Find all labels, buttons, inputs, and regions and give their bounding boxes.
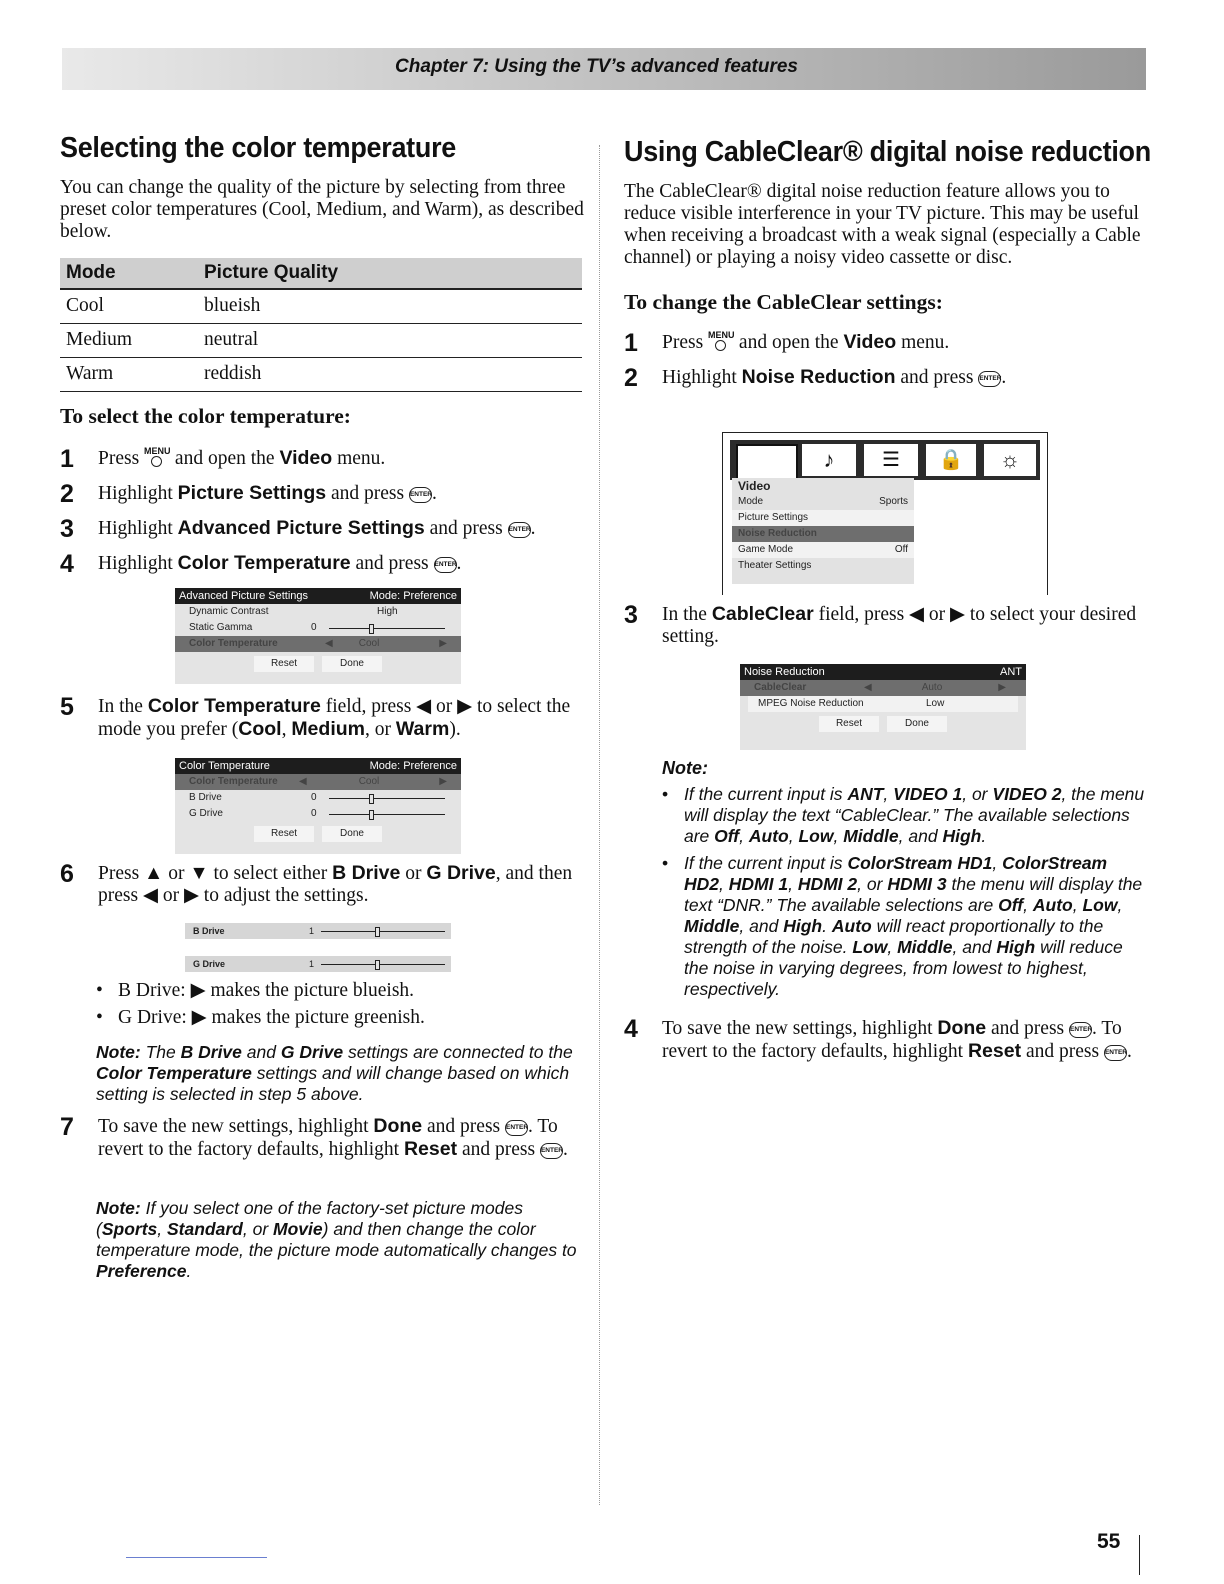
step-4 [624, 1017, 1144, 1063]
screen-row: B Drive 0 [175, 790, 461, 806]
table-row [60, 324, 582, 358]
step-text: Highlight Color Temperature and press ENTER. [98, 552, 462, 574]
step-number: 7 [60, 1113, 74, 1141]
reset-button[interactable]: Reset [819, 716, 879, 732]
enter-key-icon: ENTER [434, 557, 457, 573]
table-header-quality: Picture Quality [198, 258, 582, 289]
table-row [60, 289, 582, 324]
menu-item[interactable]: Picture Settings [732, 510, 914, 526]
enter-key-icon: ENTER [508, 522, 531, 538]
screen-buttons [740, 712, 1026, 735]
enter-key-icon: ENTER [505, 1120, 528, 1136]
step-text: Press ▲ or ▼ to select either B Drive or G Drive, and then press ◀ or ▶ to adjust the settings. [98, 862, 573, 906]
video-tab-icon[interactable] [736, 444, 798, 480]
step-text: In the Color Temperature field, press ◀ or ▶ to select the mode you prefer (Cool, Medium, or Warm). [98, 695, 571, 740]
screen-buttons [175, 822, 461, 845]
note-picture-modes: Note: If you select one of the factory-set picture modes (Sports, Standard, or Movie) and then change the color temperature mode, the picture mode automatically changes to Preference. [96, 1198, 577, 1281]
enter-key-icon: ENTER [978, 371, 1001, 387]
right-column [624, 128, 1151, 392]
chapter-header-bar [62, 48, 1146, 90]
step-2 [624, 366, 1144, 390]
list-item: • G Drive: ▶ makes the picture greenish. [96, 1007, 425, 1028]
lock-tab-icon[interactable]: 🔒 [926, 444, 976, 476]
screen-buttons [175, 652, 461, 675]
note-cableclear [662, 758, 1146, 1000]
advanced-picture-settings-screen [175, 588, 461, 684]
screen-row: Static Gamma 0 [175, 620, 461, 636]
screen-titlebar: Advanced Picture Settings Mode: Preference [175, 588, 461, 604]
step-text: In the CableClear field, press ◀ or ▶ to select your desired setting. [662, 603, 1137, 647]
preferences-tab-icon[interactable]: ☼ [984, 444, 1036, 476]
cableclear-intro: The CableClear® digital noise reduction feature allows you to reduce visible interference in your TV picture. This may be useful when receiving a broadcast with a weak signal (especially a Cable channel) or playing a noisy video cassette or disc. [624, 181, 1141, 268]
done-button[interactable]: Done [322, 826, 382, 842]
step-number: 5 [60, 693, 74, 721]
step-number: 3 [60, 515, 74, 543]
section-title-color-temperature: Selecting the color temperature [60, 132, 457, 164]
step-text: To save the new settings, highlight Done and press ENTER. To revert to the factory defaults, highlight Reset and press ENTER. [662, 1017, 1132, 1062]
table-cell: Warm [60, 358, 198, 392]
step-number: 4 [624, 1015, 638, 1043]
steps-list [60, 447, 584, 576]
step-number: 6 [60, 860, 74, 888]
table-cell: Cool [60, 289, 198, 324]
menu-key-icon: MENU [708, 331, 732, 349]
done-button[interactable]: Done [887, 716, 947, 732]
step-5 [60, 695, 584, 741]
screen-row-highlighted: CableClear ◀ Auto ▶ [740, 680, 1026, 696]
page-edge-mark [1139, 1535, 1140, 1575]
enter-key-icon: ENTER [1104, 1045, 1127, 1061]
setup-tab-icon[interactable]: ☰ [864, 444, 918, 476]
enter-key-icon: ENTER [1069, 1022, 1092, 1038]
table-cell: neutral [198, 324, 582, 358]
menu-item[interactable]: Mode Sports [738, 496, 908, 507]
menu-title: Video [738, 479, 771, 493]
step-1 [60, 447, 584, 471]
screen-titlebar: Color Temperature Mode: Preference [175, 758, 461, 774]
screen-row-highlighted: Color Temperature ◀ Cool ▶ [175, 774, 461, 790]
step-4 [60, 552, 584, 576]
step-6 [60, 862, 584, 907]
screen-row: G Drive 1 [193, 959, 315, 969]
menu-icon-bar [730, 440, 1040, 480]
intro-paragraph: You can change the quality of the picture by selecting from three preset color temperatures (Cool, Medium, and Warm), as described below. [60, 177, 584, 242]
menu-item-highlighted[interactable]: Noise Reduction [732, 526, 914, 542]
subhead-cableclear-settings: To change the CableClear settings: [624, 290, 943, 314]
table-header-mode: Mode [60, 258, 198, 289]
table-cell: Medium [60, 324, 198, 358]
left-column [60, 128, 584, 576]
note-drives: Note: The B Drive and G Drive settings are connected to the Color Temperature settings and will change based on which setting is selected in step 5 above. [96, 1042, 573, 1104]
screen-row: G Drive 0 [175, 806, 461, 822]
step-number: 2 [624, 364, 638, 392]
subhead-select-temperature: To select the color temperature: [60, 404, 351, 428]
step-number: 2 [60, 480, 74, 508]
chapter-title: Chapter 7: Using the TV’s advanced features [395, 56, 798, 77]
step-text: Highlight Advanced Picture Settings and press ENTER. [98, 517, 536, 539]
menu-item[interactable]: Game Mode Off [732, 542, 914, 558]
screen-titlebar: Noise Reduction ANT [740, 664, 1026, 680]
table-cell: reddish [198, 358, 582, 392]
menu-item[interactable]: Theater Settings [738, 560, 812, 571]
slider [321, 931, 445, 932]
step-number: 1 [60, 445, 74, 473]
page-number: 55 [1097, 1530, 1121, 1553]
list-item: • If the current input is ColorStream HD1, ColorStream HD2, HDMI 1, HDMI 2, or HDMI 3 the menu will display the text “DNR.” The available selections are Off, Auto, Low, Middle, and High. Auto will react proportionally to the strength of the noise. Low, Middle, and High will reduce the noise in varying degrees, from lowest to highest, respectively. [662, 853, 1143, 999]
color-temperature-table [60, 258, 582, 392]
step-3 [60, 517, 584, 541]
note-label: Note: [662, 758, 708, 778]
step-2 [60, 482, 584, 506]
color-temperature-screen [175, 758, 461, 854]
enter-key-icon: ENTER [540, 1143, 563, 1159]
enter-key-icon: ENTER [409, 487, 432, 503]
step-text: Press MENU and open the Video menu. [98, 446, 386, 469]
list-item: • B Drive: ▶ makes the picture blueish. [96, 980, 415, 1001]
b-drive-bar [185, 923, 451, 939]
menu-key-icon: MENU [144, 447, 168, 465]
screen-row: Dynamic Contrast High [189, 606, 398, 617]
drive-bullets [96, 980, 584, 1029]
reset-button[interactable]: Reset [254, 826, 314, 842]
reset-button[interactable]: Reset [254, 656, 314, 672]
slider [329, 814, 445, 815]
step-1 [624, 331, 1144, 355]
audio-tab-icon[interactable]: ♪ [802, 444, 856, 476]
slider [329, 628, 445, 629]
step-number: 1 [624, 329, 638, 357]
step-text: Press MENU and open the Video menu. [662, 330, 950, 353]
step-text: To save the new settings, highlight Done and press ENTER. To revert to the factory defaults, highlight Reset and press ENTER. [98, 1115, 568, 1160]
noise-reduction-screen [740, 664, 1026, 750]
step-number: 3 [624, 601, 638, 629]
column-divider [599, 145, 600, 1505]
screen-row-highlighted: Color Temperature ◀ Cool ▶ [175, 636, 461, 652]
step-text: Highlight Picture Settings and press ENTER. [98, 482, 437, 504]
step-7 [60, 1115, 584, 1161]
screen-row: B Drive 1 [193, 926, 315, 936]
screen-row: MPEG Noise Reduction Low [748, 696, 1018, 712]
g-drive-bar [185, 956, 451, 972]
slider [329, 798, 445, 799]
table-cell: blueish [198, 289, 582, 324]
step-number: 4 [60, 550, 74, 578]
step-text: Highlight Noise Reduction and press ENTER. [662, 366, 1007, 388]
section-title-cableclear: Using CableClear® digital noise reduction [624, 136, 1151, 168]
slider [321, 964, 445, 965]
step-3 [624, 603, 1144, 648]
video-menu-screen [732, 478, 914, 584]
done-button[interactable]: Done [322, 656, 382, 672]
list-item: • If the current input is ANT, VIDEO 1, or VIDEO 2, the menu will display the text “CableClear.” The available selections are Off, Auto, Low, Middle, and High. [662, 784, 1145, 846]
table-row [60, 358, 582, 392]
footer-rule [126, 1557, 267, 1558]
